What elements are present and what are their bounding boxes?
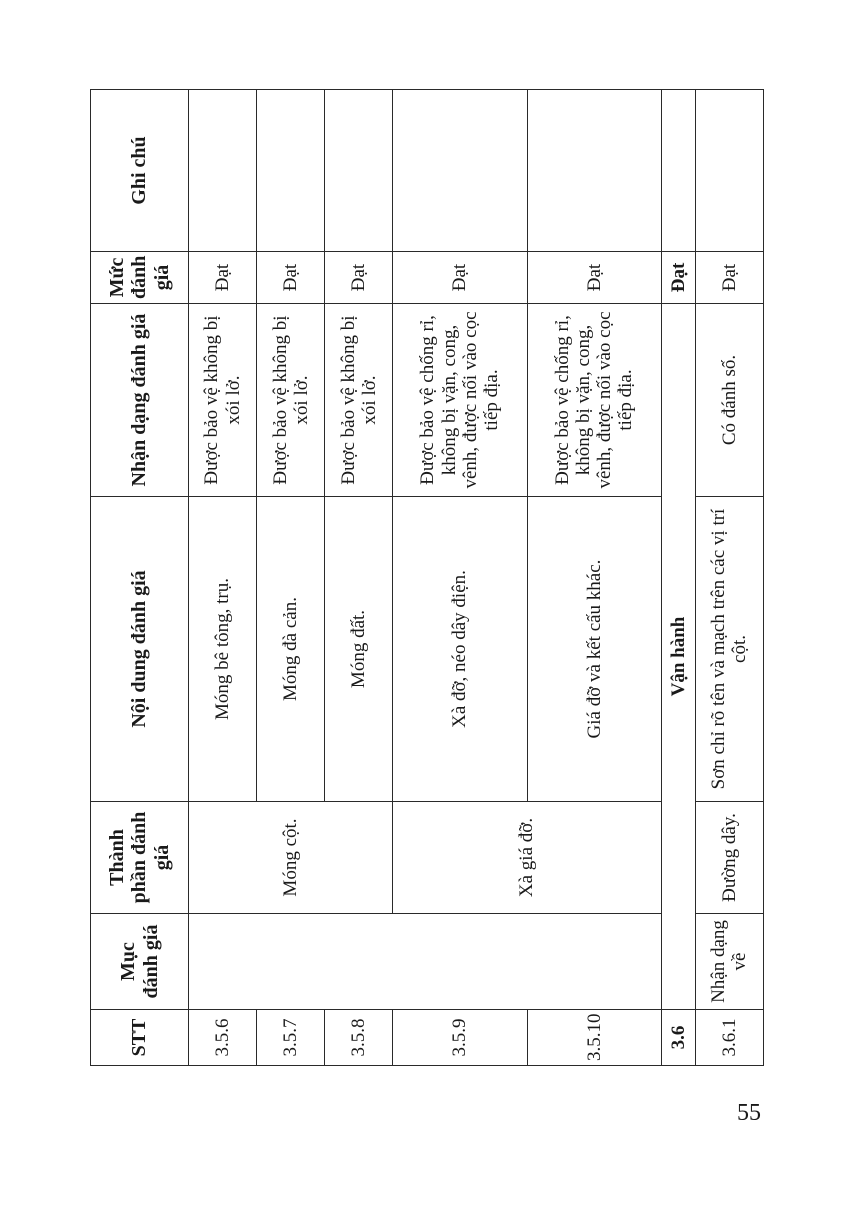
cell-nhan-dang: Được bảo vệ không bị xói lở. <box>325 304 393 497</box>
page-number: 55 <box>737 1100 761 1126</box>
table-row <box>695 90 763 1066</box>
cell-muc <box>189 914 662 1010</box>
rotated-table-container <box>90 90 764 1066</box>
section-row <box>661 90 695 1066</box>
cell-ghi-chu <box>393 90 527 252</box>
cell-stt: 3.5.6 <box>189 1010 257 1066</box>
cell-muc-danh-gia: Đạt <box>527 252 661 304</box>
cell-thanh-phan: Đường dây. <box>695 802 763 914</box>
cell-nhan-dang: Được bảo vệ chống rỉ, không bị vặn, cong, vênh, được nối vào cọc tiếp địa. <box>393 304 527 497</box>
cell-ghi-chu <box>695 90 763 252</box>
cell-stt: 3.5.8 <box>325 1010 393 1066</box>
cell-muc-danh-gia: Đạt <box>257 252 325 304</box>
section-title: Vận hành <box>661 304 695 1010</box>
cell-muc: Nhận dạng về <box>695 914 763 1010</box>
cell-thanh-phan-mong-cot: Móng cột. <box>189 802 393 914</box>
cell-nhan-dang: Được bảo vệ không bị xói lở. <box>257 304 325 497</box>
cell-stt: 3.5.10 <box>527 1010 661 1066</box>
header-muc: Mục đánh giá <box>91 914 189 1010</box>
cell-stt: 3.5.9 <box>393 1010 527 1066</box>
header-nhan-dang: Nhận dạng đánh giá <box>91 304 189 497</box>
cell-nhan-dang: Có đánh số. <box>695 304 763 497</box>
cell-nhan-dang: Được bảo vệ không bị xói lở. <box>189 304 257 497</box>
cell-noi-dung: Móng đất. <box>325 497 393 802</box>
cell-nhan-dang: Được bảo vệ chống rỉ, không bị vặn, cong, vênh, được nối vào cọc tiếp địa. <box>527 304 661 497</box>
cell-muc-danh-gia: Đạt <box>393 252 527 304</box>
cell-noi-dung: Móng đà cản. <box>257 497 325 802</box>
section-muc: Đạt <box>661 252 695 304</box>
header-thanh-phan: Thành phần đánh giá <box>91 802 189 914</box>
section-stt: 3.6 <box>661 1010 695 1066</box>
cell-noi-dung: Sơn chỉ rõ tên và mạch trên các vị trí cột. <box>695 497 763 802</box>
cell-noi-dung: Giá đỡ và kết cấu khác. <box>527 497 661 802</box>
header-noi-dung: Nội dung đánh giá <box>91 497 189 802</box>
cell-thanh-phan-xa-gia-do: Xà giá đỡ. <box>393 802 661 914</box>
cell-muc-danh-gia: Đạt <box>189 252 257 304</box>
cell-ghi-chu <box>325 90 393 252</box>
cell-stt: 3.6.1 <box>695 1010 763 1066</box>
header-stt: STT <box>91 1010 189 1066</box>
cell-ghi-chu <box>189 90 257 252</box>
cell-noi-dung: Xà đỡ, néo dây điện. <box>393 497 527 802</box>
cell-muc-danh-gia: Đạt <box>695 252 763 304</box>
cell-muc-danh-gia: Đạt <box>325 252 393 304</box>
cell-noi-dung: Móng bê tông, trụ. <box>189 497 257 802</box>
cell-stt: 3.5.7 <box>257 1010 325 1066</box>
evaluation-table <box>90 89 764 1066</box>
header-row <box>91 90 189 1066</box>
cell-ghi-chu <box>257 90 325 252</box>
header-ghi-chu: Ghi chú <box>91 90 189 252</box>
table-row <box>189 90 257 1066</box>
header-muc-danh-gia: Mức đánh giá <box>91 252 189 304</box>
cell-ghi-chu <box>527 90 661 252</box>
section-ghi-chu <box>661 90 695 252</box>
